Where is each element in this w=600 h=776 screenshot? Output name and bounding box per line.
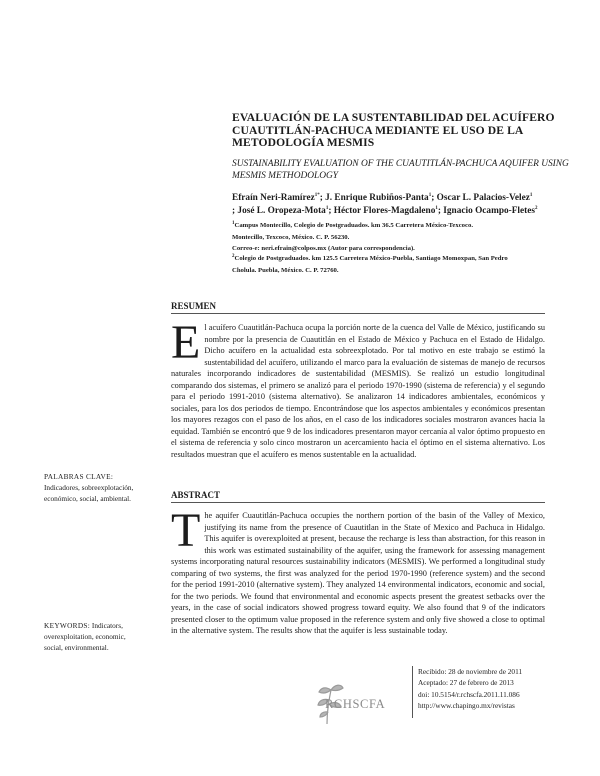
doi: doi: 10.5154/r.rchscfa.2011.11.086 (418, 689, 520, 699)
journal-logo-text: RCHSCFA (325, 697, 386, 711)
keywords-line: Indicadores, sobreexplotación, (44, 483, 134, 492)
affiliation-sup: 2 (232, 253, 235, 259)
article-title-es: EVALUACIÓN DE LA SUSTENTABILIDAD DEL ACUÍFERO CUAUTITLÁN-PACHUCA MEDIANTE EL USO DE LA METODOLOGÍA MESMIS (232, 111, 555, 149)
keywords-en (44, 620, 154, 653)
resumen-heading: RESUMEN (171, 301, 217, 311)
keywords-line: social, environmental. (44, 643, 109, 652)
authors-list (232, 192, 572, 217)
received-date: Recibido: 28 de noviembre de 2011 (418, 667, 523, 676)
keywords-line: Indicators, (90, 621, 123, 630)
abstract-paragraph: he aquifer Cuautitlán-Pachuca occupies the northern portion of the basin of the Valley of Mexico, justifying its name from the presence of Cuautitlan in the State of Mexico and Pachuca in Hidalgo. This aquifer is overexploited at present, because the recharge is less than abstraction, for this reason in this work was estimated sustainability of the aquifer, using the framework for assessing management systems incorporating natural resources sustainability indicators (MESMIS). We performed a longitudinal study comparing of two systems, the first was analyzed for the period 1970-1990 (reference system) and the second for the period 1991-2010 (alternative system). They analyzed 14 environmental indicators, economic and social, for the two periods. We found that environmental and economic aspects present the greatest setbacks over the years, in the case of social indicators showed progress toward equity. We also found that 9 of the indicators presented closer to the optimum value proposed in the reference system and only five showed a close to optimal in the alternative system. The results show that the aquifer is less sustainable today. (171, 511, 545, 635)
author-name: ; Oscar L. Palacios-Velez (431, 193, 530, 203)
affiliation-sup: 1 (232, 220, 235, 226)
author-sup: 1 (325, 205, 329, 211)
author-sup: 1 (435, 205, 438, 211)
affiliation-line: Campus Montecillo, Colegio de Postgraduados. km 36.5 Carretera México-Texcoco. (234, 222, 473, 229)
author-sup: 2 (534, 205, 538, 211)
journal-url[interactable]: http://www.chapingo.mx/revistas (418, 700, 515, 710)
drop-cap: E (171, 316, 201, 369)
keywords-label: KEYWORDS: (44, 621, 91, 630)
affiliation-line: Montecillo, Texcoco, México. C. P. 56230. (232, 233, 350, 241)
author-name: Efraín Neri-Ramírez (232, 193, 315, 203)
author-sup: 1 (428, 192, 432, 198)
keywords-line: overexploitation, economic, (44, 632, 126, 641)
author-sup: 1 (529, 192, 533, 198)
author-name: ; José L. Oropeza-Mota (232, 205, 326, 216)
drop-cap: T (171, 504, 201, 557)
author-sup: 1* (314, 192, 320, 198)
affiliation-line: Cholula. Puebla, México. C. P. 72760. (232, 266, 339, 274)
resumen-paragraph: l acuífero Cuautitlán-Pachuca ocupa la porción norte de la cuenca del Valle de México, justificando su nombre por la presencia de Cuautitlán en el Estado de México y Pachuca en el Estado de Hidalgo. Dicho acuífero en la actualidad esta sobreexplotado. Por tal motivo en este trabajo se estimó la sustentabilidad del acuífero, utilizando el marco para la evaluación de sistemas de manejo de recursos naturales incorporando indicadores de sustentabilidad (MESMIS). Se realizó un estudio longitudinal comparando dos sistemas, el primero se analizó para el periodo 1970-1990 (sistema de referencia) y el segundo para el periodo 1991-2010 (sistema alternativo). Se analizaron 14 indicadores ambientales, económicos y sociales, para los dos periodos de tiempo. Encontrándose que los aspectos ambientales y económicos presentan los mayores rezagos con el paso de los años, en el caso de los indicadores sociales mostraron avances hacia la equidad. También se encontró que 9 de los indicadores presentaron mayor cercanía al valor óptimo propuesto en el sistema de referencia y solo cinco mostraron un acercamiento hacia el óptimo en el sistema alternativo. Los resultados muestran que el acuífero es menos sustentable en la actualidad. (171, 323, 545, 459)
article-title-en: SUSTAINABILITY EVALUATION OF THE CUAUTITLÁN-PACHUCA AQUIFER USING MESMIS METHODOLOGY (232, 159, 569, 181)
keywords-line: económico, social, ambiental. (44, 494, 131, 503)
author-name: ; Ignacio Ocampo-Fletes (437, 205, 535, 216)
section-divider (171, 313, 545, 314)
keywords-label: PALABRAS CLAVE: (44, 472, 114, 481)
affiliation-1 (232, 220, 577, 255)
author-name: ; J. Enrique Rubiños-Panta (319, 193, 429, 203)
abstract-heading: ABSTRACT (171, 490, 221, 500)
article-meta (418, 666, 578, 711)
section-divider (171, 502, 545, 503)
resumen-text (171, 316, 545, 460)
corresponding-email: Correo-e: neri.efrain@colpos.mx (Autor para correspondencia). (232, 245, 415, 252)
keywords-es (44, 471, 154, 504)
meta-divider (412, 666, 413, 718)
author-name: ; Héctor Flores-Magdaleno (328, 205, 436, 216)
abstract-text (171, 504, 545, 637)
affiliation-line: Colegio de Postgraduados. km 125.5 Carretera México-Puebla, Santiago Momoxpan, San Pedro (234, 255, 508, 262)
affiliation-2 (232, 253, 577, 276)
accepted-date: Aceptado: 27 de febrero de 2013 (418, 678, 514, 688)
